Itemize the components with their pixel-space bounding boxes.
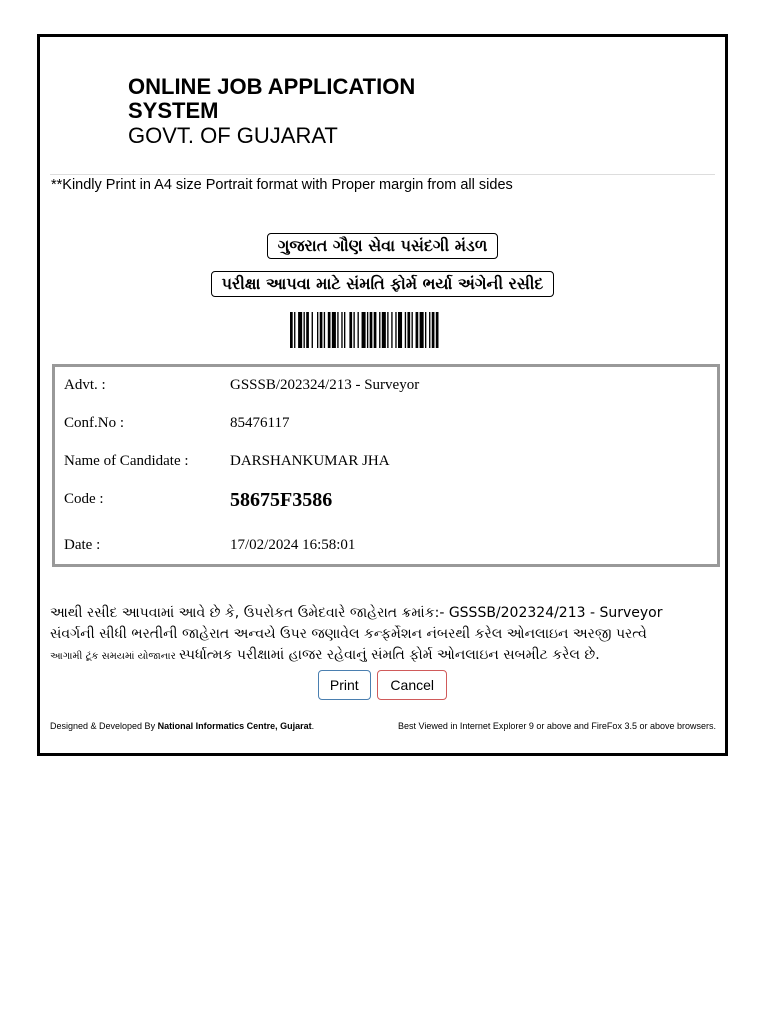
barcode-bar xyxy=(367,312,368,348)
advt-value: GSSSB/202324/213 - Surveyor xyxy=(230,377,420,393)
barcode-bar xyxy=(328,312,331,348)
barcode-bar xyxy=(349,312,352,348)
barcode-bar xyxy=(324,312,325,348)
barcode-bar xyxy=(436,312,439,348)
page-subtitle: GOVT. OF GUJARAT xyxy=(128,123,338,148)
barcode-bar xyxy=(344,312,345,348)
barcode-bar xyxy=(432,312,435,348)
page-header xyxy=(128,75,508,149)
barcode-bar xyxy=(294,312,295,348)
barcode-bar xyxy=(362,312,366,348)
barcode-bar xyxy=(395,312,396,348)
date-label: Date : xyxy=(64,537,101,553)
print-button[interactable]: Print xyxy=(318,670,371,700)
board-name: ગુજરાત ગૌણ સેવા પસંદગી મંડળ xyxy=(267,233,499,259)
barcode-bar xyxy=(405,312,406,348)
advt-label: Advt. : xyxy=(64,377,106,393)
declaration-text xyxy=(50,603,720,667)
details-box xyxy=(52,364,720,567)
barcode-bar xyxy=(298,312,302,348)
declaration-line-1: આથી રસીદ આપવામાં આવે છે કે, ઉપરોકત ઉમેદવારે જાહેરાત ક્રમાંક:- GSSSB/202324/213 - Surveyor xyxy=(50,605,663,621)
print-note: **Kindly Print in A4 size Portrait format with Proper margin from all sides xyxy=(51,177,513,193)
barcode-bar xyxy=(312,312,313,348)
footer-org: National Informatics Centre, Gujarat xyxy=(157,721,312,731)
barcode-bar xyxy=(416,312,419,348)
barcode-bar xyxy=(304,312,305,348)
receipt-frame xyxy=(37,34,728,756)
barcode-bar xyxy=(429,312,430,348)
cancel-button[interactable]: Cancel xyxy=(377,670,447,700)
barcode-bar xyxy=(398,312,402,348)
barcode-bar xyxy=(374,312,377,348)
conf-value: 85476117 xyxy=(230,415,290,431)
receipt-title: પરીક્ષા આપવા માટે સંમતિ ફોર્મ ભર્યા અંગેની રસીદ xyxy=(211,271,555,297)
barcode-bar xyxy=(412,312,413,348)
declaration-line-3-small: આગામી ટૂંક સમયમાં યોજાનાર xyxy=(50,651,179,662)
code-label: Code : xyxy=(64,491,104,507)
code-value: 58675F3586 xyxy=(230,489,333,511)
name-label: Name of Candidate : xyxy=(64,453,189,469)
barcode-bar xyxy=(341,312,342,348)
barcode-bar xyxy=(320,312,323,348)
footer-credit xyxy=(50,721,314,731)
footer-suffix: . xyxy=(311,721,315,731)
name-value: DARSHANKUMAR JHA xyxy=(230,453,390,469)
action-buttons xyxy=(40,670,725,700)
barcode-bar xyxy=(353,312,354,348)
barcode-bar xyxy=(332,312,336,348)
footer-prefix: Designed & Developed By xyxy=(50,721,158,731)
declaration-line-3 xyxy=(50,645,720,667)
barcode-bar xyxy=(317,312,318,348)
declaration-line-2: સંવર્ગની સીધી ભરતીની જાહેરાત અન્વયે ઉપર જણાવેલ કન્ફર્મેશન નંબરથી કરેલ ઓનલાઇન અરજી પરત્વે xyxy=(50,626,647,642)
barcode-bar xyxy=(337,312,338,348)
barcode-image xyxy=(290,312,484,348)
barcode-bar xyxy=(420,312,424,348)
barcode-bar xyxy=(425,312,426,348)
barcode-bar xyxy=(382,312,386,348)
barcode-bar xyxy=(391,312,392,348)
barcode-bar xyxy=(358,312,359,348)
barcode-bar xyxy=(370,312,373,348)
date-value: 17/02/2024 16:58:01 xyxy=(230,537,356,553)
barcode-bar xyxy=(306,312,309,348)
board-name-wrap xyxy=(40,233,725,259)
page-title: ONLINE JOB APPLICATION SYSTEM xyxy=(128,74,416,123)
header-divider xyxy=(50,174,715,175)
conf-label: Conf.No : xyxy=(64,415,124,431)
declaration-line-3-rest: સ્પર્ધાત્મક પરીક્ષામાં હાજર રહેવાનું સંમતિ ફોર્મ ઓનલાઇન સબમીટ કરેલ છે. xyxy=(178,647,600,663)
footer-browser-note: Best Viewed in Internet Explorer 9 or above and FireFox 3.5 or above browsers. xyxy=(397,721,716,731)
receipt-title-wrap xyxy=(40,271,725,297)
barcode-bar xyxy=(290,312,293,348)
barcode-bar xyxy=(379,312,380,348)
barcode-bar xyxy=(387,312,388,348)
barcode-bar xyxy=(407,312,410,348)
